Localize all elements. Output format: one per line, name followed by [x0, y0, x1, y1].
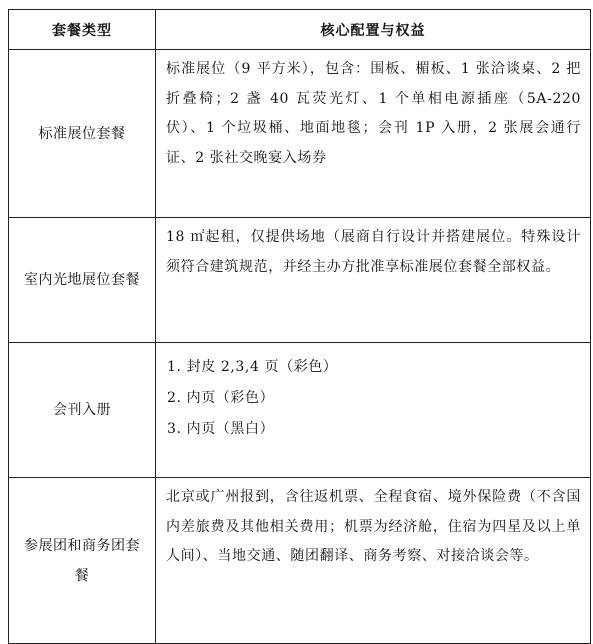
list-item: 1. 封皮 2,3,4 页（彩色）	[167, 359, 338, 375]
package-config-cell: 18 ㎡起租，仅提供场地（展商自行设计并搭建展位。特殊设计须符合建筑规范，并经主办方批准享标准展位套餐全部权益。	[156, 218, 591, 343]
package-table	[8, 9, 591, 644]
list-item: 2. 内页（彩色）	[167, 390, 275, 406]
package-type-cell: 标准展位套餐	[9, 50, 156, 218]
package-type-cell: 会刊入册	[9, 343, 156, 478]
table-row	[9, 478, 591, 644]
package-type-cell: 室内光地展位套餐	[9, 218, 156, 343]
package-config-cell: 标准展位（9 平方米），包含：围板、楣板、1 张洽谈桌、2 把折叠椅；2 盏 40 瓦荧光灯、1 个单相电源插座（5A-220 伏）、1 个垃圾桶、地面地毯；会刊 1P 入册，2 张展会通行证、2 张社交晚宴入场券	[156, 50, 591, 218]
package-config-cell: 北京或广州报到，含往返机票、全程食宿、境外保险费（不含国内差旅费及其他相关费用；机票为经济舱，住宿为四星及以上单人间）、当地交通、随团翻译、商务考察、对接洽谈会等。	[156, 478, 591, 644]
header-core-config: 核心配置与权益	[156, 10, 591, 50]
package-type-cell: 参展团和商务团套餐	[9, 478, 156, 644]
package-config-cell	[156, 343, 591, 478]
table-header-row	[9, 10, 591, 50]
list-item: 3. 内页（黑白）	[167, 421, 275, 437]
table-row	[9, 343, 591, 478]
header-package-type: 套餐类型	[9, 10, 156, 50]
table-row	[9, 50, 591, 218]
table-row	[9, 218, 591, 343]
